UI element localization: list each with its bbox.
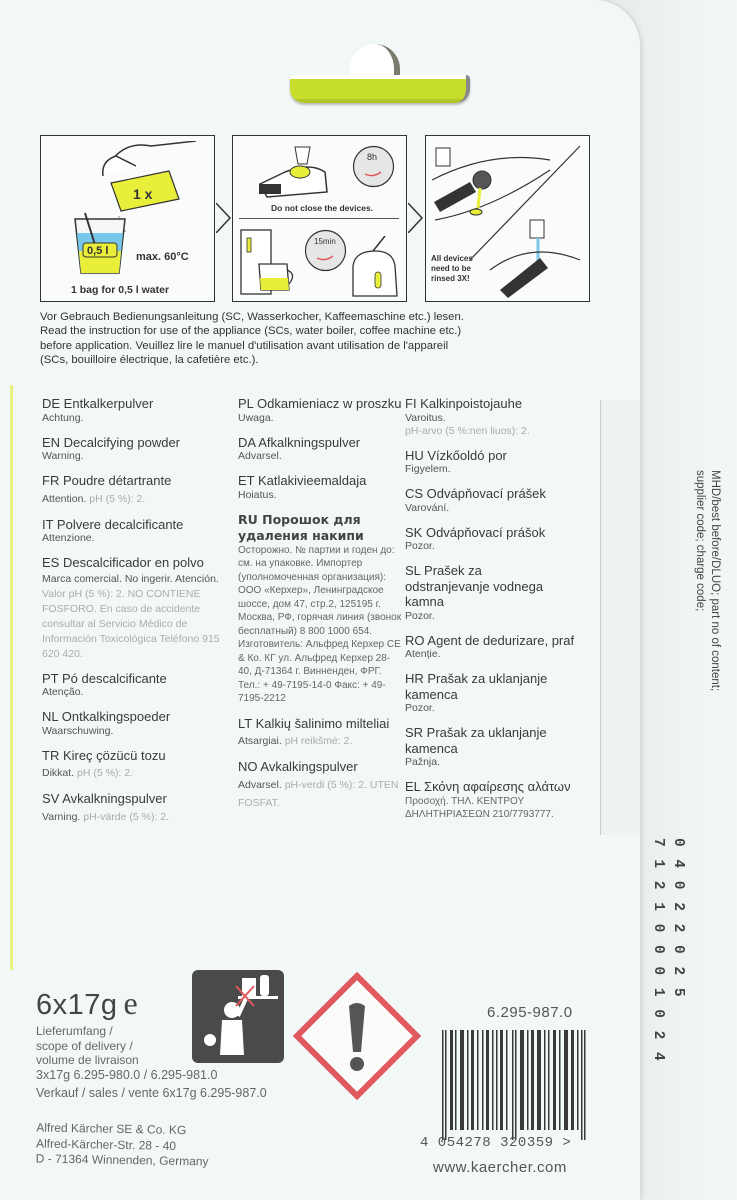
language-entry-sk: SK Odvápňovací prášok Pozor. [405, 524, 546, 552]
language-column-3 [405, 396, 600, 832]
glass-water-icon [71, 211, 131, 276]
coffee-machine-icon [239, 226, 299, 298]
barcode-icon [440, 1030, 600, 1140]
language-entry-ro: RO Agent de dedurizare, praf Atenție. [405, 632, 575, 660]
hang-tab [290, 40, 470, 115]
language-entry-de: DE Entkalkerpulver Achtung. [42, 396, 154, 424]
intro-line: before application. Veuillez lire le manuel d'utilisation avant utilisation de l'appareil [40, 339, 449, 352]
side-flap [600, 400, 640, 835]
part-number: 6.295-987.0 [487, 1004, 573, 1021]
language-column-1 [42, 396, 232, 835]
keep-out-of-reach-of-children-icon [192, 970, 284, 1063]
step-arrow-2 [408, 203, 424, 233]
hang-slot-icon [290, 75, 470, 103]
language-entry-el: EL Σκόνη αφαίρεσης αλάτων Προσοχή. ΤΗΛ. ΚΕΝΤΡΟΥ ΔΗΛΗΤΗΡΙΑΣΕΩΝ 210/7793777. [405, 779, 571, 820]
language-column-2 [238, 396, 403, 821]
website-link: www.kaercher.com [433, 1159, 567, 1176]
step-1-panel [40, 135, 215, 302]
step-1-caption: 1 bag for 0,5 l water [71, 284, 170, 296]
step-2-divider [239, 218, 399, 219]
estimated-sign-icon: e [123, 985, 139, 1021]
step-2-caption: Do not close the devices. [271, 203, 374, 213]
batch-codes [648, 838, 688, 1063]
language-entry-da: DA Afkalkningspulver Advarsel. [238, 434, 361, 462]
language-entry-fr: FR Poudre détartrante Attention. pH (5 %): 2. [42, 473, 172, 505]
svg-text:15min: 15min [314, 237, 336, 246]
intro-line: Vor Gebrauch Bedienungsanleitung (SC, Wasserkocher, Kaffeemaschine etc.) lesen. [40, 311, 464, 323]
language-entry-it: IT Polvere decalcificante Attenzione. [42, 516, 184, 544]
ean-number: 4 054278 320359 > [420, 1135, 572, 1151]
manufacturer-address: Alfred Kärcher SE & Co. KG Alfred-Kärcher-Str. 28 - 40 D - 71364 Winnenden, Germany [35, 1120, 209, 1169]
scope-of-delivery: Lieferumfang / scope of delivery / volume de livraison 3x17g 6.295-980.0 / 6.295-981.0 Verkauf / sales / vente 6x17g 6.295-987.0 [36, 1024, 267, 1100]
step-2-panel [232, 135, 407, 302]
svg-text:0,5 l: 0,5 l [87, 245, 109, 257]
variants-line: 3x17g 6.295-980.0 / 6.295-981.0 [36, 1067, 218, 1082]
language-entry-nl: NL Ontkalkingspoeder Waarschuwing. [42, 709, 171, 737]
step-arrow-1 [216, 203, 232, 233]
language-entry-tr: TR Kireç çözücü tozu Dikkat. pH (5 %): 2. [42, 747, 166, 779]
net-quantity: 6x17g e [36, 985, 139, 1021]
ghs07-exclamation-icon [293, 972, 421, 1100]
charge-code: 7 1 2 1 0 0 0 1 0 2 4 [650, 838, 666, 1063]
language-entry-pl: PL Odkamieniacz w proszku Uwaga. [238, 396, 402, 424]
language-entry-hr: HR Prašak za uklanjanje kamenca Pozor. [405, 671, 548, 714]
language-entry-es: ES Descalcificador en polvo Marca comercial. No ingerir. Atención. Valor pH (5 %): 2. NO CONTIENE FOSFORO. En caso de accidente consultar al Servicio Médico de Información Toxicológica Teléfono 915 620 420. [42, 555, 220, 660]
intro-line: (SCs, bouilloire électrique, la cafetière etc.). [40, 353, 259, 366]
language-entry-fi: FI Kalkinpoistojauhe Varoitus. pH-arvo (5 %:nen liuos): 2. [405, 396, 530, 437]
kettle-icon [345, 236, 405, 301]
language-entry-hu: HU Vízkőoldó por Figyelem. [405, 447, 507, 475]
step-3-panel [425, 135, 590, 302]
steam-iron-fill-icon [255, 142, 340, 202]
intro-instructions [40, 310, 600, 367]
batch-info-label: MHD/best before/DLUO; part no of content; supplier code; charge code; [694, 470, 721, 692]
language-entry-lt: LT Kalkių šalinimo milteliai Atsargiai. pH reikšmė: 2. [238, 715, 390, 747]
yellow-edge-stripe [10, 385, 13, 970]
step-3-caption: All devices need to be rinsed 3X! [431, 254, 473, 283]
instruction-steps [40, 135, 600, 302]
language-entry-pt: PT Pó descalcificante Atenção. [42, 670, 167, 698]
language-entry-sr: SR Prašak za uklanjanje kamenca Pažnja. [405, 725, 547, 768]
date-code: 0 4 0 2 2 0 2 5 [670, 838, 686, 999]
intro-line: Read the instruction for use of the appliance (SCs, water boiler, coffee machine etc.) [40, 325, 462, 338]
language-entry-et: ET Katlakivieemaldaja Hoiatus. [238, 473, 367, 501]
language-entry-sv: SV Avkalkningspulver Varning. pH-värde (5 %): 2. [42, 791, 170, 823]
language-entry-cs: CS Odvápňovací prášek Varování. [405, 486, 546, 514]
language-entry-ru: RU Порошок для удаления накипи Осторожно. № партии и годен до: см. на упаковке. Импортер (уполномоченная организация): ООО «Керхер», Ленинградское шоссе, дом 47, стр.2, 125195 г. Москва, РФ, горячая линия (звонок бесплатный) 8 800 1000 654. Изготовитель: Альфред Керхер СЕ & Ко. КГ ул. Альфред Керхер 28-40, Д-71364 г. Винненден, ФРГ. Тел.: + 49-7195-14-0 Факс: + 49-7195-2212 [238, 511, 402, 704]
language-entry-sl: SL Prašek za odstranjevanje vodnega kamna Pozor. [405, 563, 544, 622]
language-entry-en: EN Decalcifying powder Warning. [42, 434, 181, 462]
svg-text:1 x: 1 x [133, 186, 153, 202]
language-entry-no: NO Avkalkingspulver Advarsel. pH-verdi (5 %): 2. UTEN FOSFAT. [238, 759, 399, 809]
sales-line: Verkauf / sales / vente 6x17g 6.295-987.0 [36, 1086, 267, 1100]
svg-text:8h: 8h [367, 152, 378, 162]
timer-8h-icon [351, 144, 396, 189]
temperature-label: max. 60°C [136, 251, 189, 263]
timer-15min-icon [303, 228, 348, 273]
